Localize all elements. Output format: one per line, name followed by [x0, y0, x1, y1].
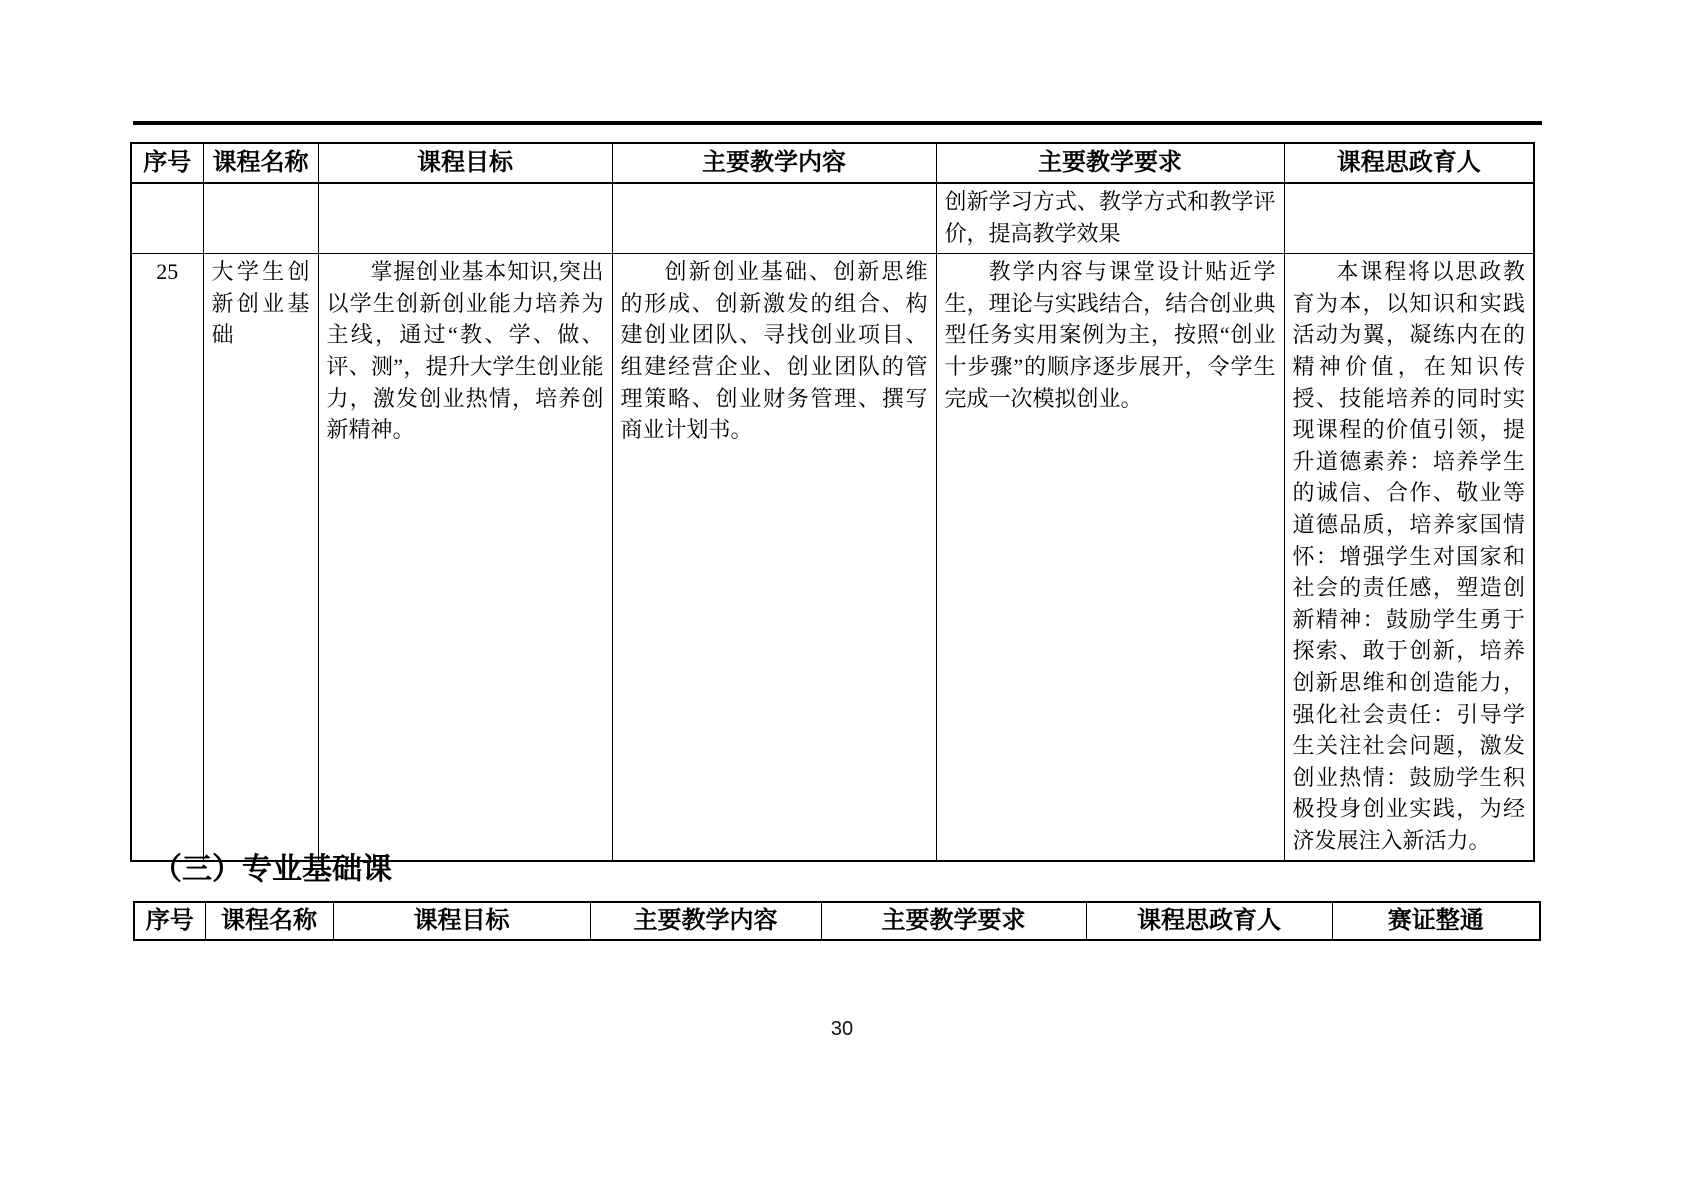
cell-course-name — [203, 183, 318, 254]
cell-ideology: 本课程将以思政教育为本，以知识和实践活动为翼，凝练内在的精神价值，在知识传授、技能培养的同时实现课程的价值引领，提升道德素养：培养学生的诚信、合作、敬业等道德品质，培养家国情怀：增强学生对国家和社会的责任感，塑造创新精神：鼓励学生勇于探索、敢于创新，培养创新思维和创造能力，强化社会责任：引导学生关注社会问题，激发创业热情：鼓励学生积极投身创业实践，为经济发展注入新活力。 — [1284, 254, 1534, 862]
table-header-row — [134, 902, 1540, 940]
col-header-objectives: 课程目标 — [333, 902, 590, 940]
col-header-number: 序号 — [131, 143, 203, 183]
cell-number — [131, 183, 203, 254]
cell-number: 25 — [131, 254, 203, 862]
col-header-objectives: 课程目标 — [318, 143, 612, 183]
table-row-25 — [131, 254, 1534, 862]
cell-ideology — [1284, 183, 1534, 254]
cell-objectives: 掌握创业基本知识,突出以学生创新创业能力培养为主线，通过“教、学、做、评、测”，提升大学生创业能力，激发创业热情，培养创新精神。 — [318, 254, 612, 862]
course-table-next-section — [133, 901, 1541, 941]
table-row-carryover — [131, 183, 1534, 254]
page-number: 30 — [830, 1018, 854, 1040]
cell-content — [612, 183, 936, 254]
cell-content: 创新创业基础、创新思维的形成、创新激发的组合、构建创业团队、寻找创业项目、组建经营企业、创业团队的管理策略、创业财务管理、撰写商业计划书。 — [612, 254, 936, 862]
col-header-content: 主要教学内容 — [612, 143, 936, 183]
col-header-number: 序号 — [134, 902, 205, 940]
table-header-row — [131, 143, 1534, 183]
cell-course-name: 大学生创新创业基础 — [203, 254, 318, 862]
col-header-ideology: 课程思政育人 — [1086, 902, 1332, 940]
cell-objectives — [318, 183, 612, 254]
cell-requirements: 创新学习方式、教学方式和教学评价，提高教学效果 — [936, 183, 1284, 254]
header-rule-divider — [133, 121, 1542, 125]
course-table-main — [130, 142, 1535, 862]
col-header-requirements: 主要教学要求 — [821, 902, 1086, 940]
col-header-requirements: 主要教学要求 — [936, 143, 1284, 183]
col-header-course-name: 课程名称 — [203, 143, 318, 183]
col-header-competition-cert: 赛证整通 — [1332, 902, 1540, 940]
col-header-content: 主要教学内容 — [590, 902, 821, 940]
cell-requirements: 教学内容与课堂设计贴近学生，理论与实践结合，结合创业典型任务实用案例为主，按照“创业十步骤”的顺序逐步展开，令学生完成一次模拟创业。 — [936, 254, 1284, 862]
col-header-course-name: 课程名称 — [205, 902, 333, 940]
section-heading: （三）专业基础课 — [152, 853, 392, 886]
col-header-ideology: 课程思政育人 — [1284, 143, 1534, 183]
